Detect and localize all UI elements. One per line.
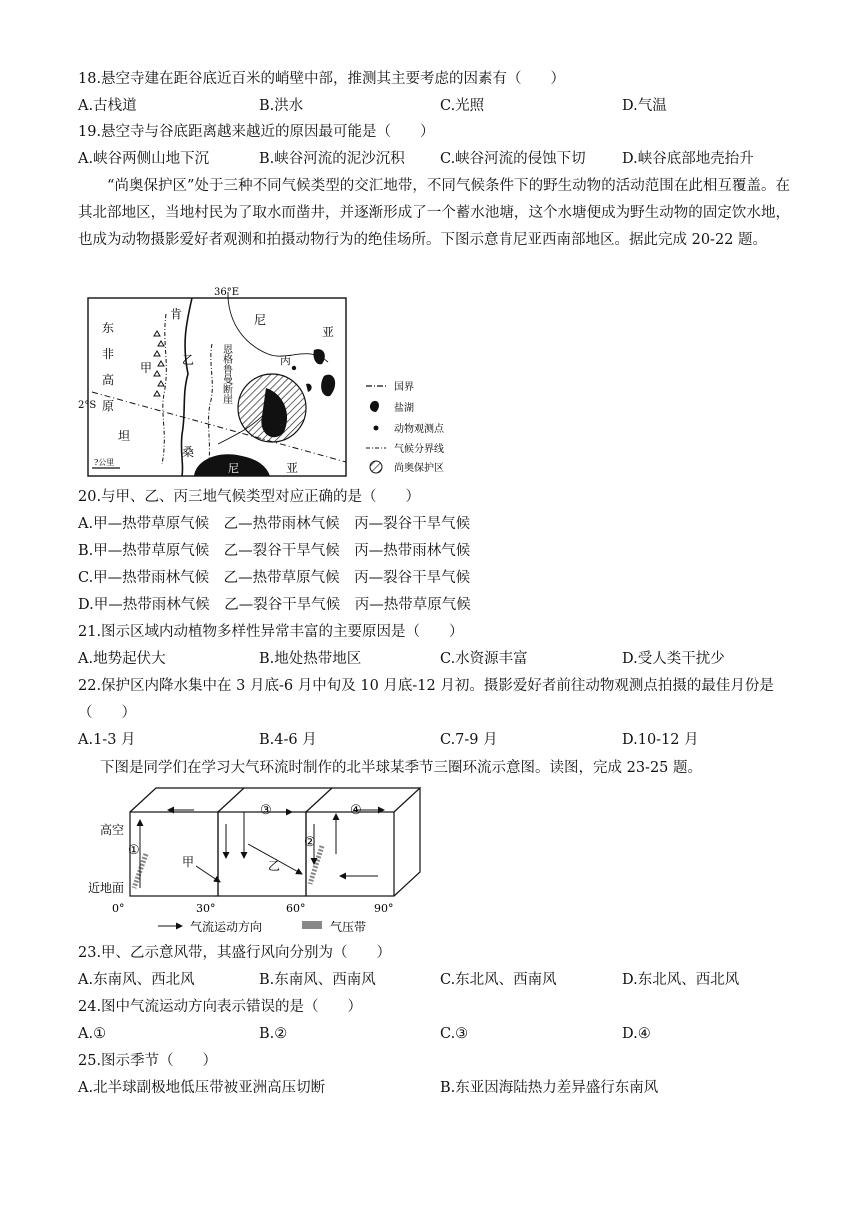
q20-option-c: C.甲—热带雨林气候 乙—热带草原气候 丙—裂谷干旱气候 xyxy=(78,570,471,586)
q24-option-d: D.④ xyxy=(622,1026,651,1042)
q20-option-a: A.甲—热带草原气候 乙—热带雨林气候 丙—裂谷干旱气候 xyxy=(78,516,471,532)
map-label-bing: 丙 xyxy=(280,354,291,367)
q19-option-c: C.峡谷河流的侵蚀下切 xyxy=(440,151,586,167)
q20-stem: 20.与甲、乙、丙三地气候类型对应正确的是（ ） xyxy=(78,489,421,505)
q21-option-b: B.地处热带地区 xyxy=(259,651,362,667)
q22-stem: 22.保护区内降水集中在 3 月底-6 月中旬及 10 月底-12 月初。摄影爱好者前往动物观测点拍摄的最佳月份是 xyxy=(78,678,774,694)
map-scale: ?公里 xyxy=(94,458,115,467)
map-label-sang: 桑 xyxy=(182,445,195,459)
q22-option-a: A.1-3 月 xyxy=(78,732,136,748)
q23-stem: 23.甲、乙示意风带，其盛行风向分别为（ ） xyxy=(78,945,392,961)
q21-stem: 21.图示区域内动植物多样性异常丰富的主要原因是（ ） xyxy=(78,624,464,640)
map-label-rift: 恩格鲁曼断崖 xyxy=(220,344,232,404)
legend-border: 国界 xyxy=(394,382,414,393)
legend-reserve: 尚奥保护区 xyxy=(394,463,444,474)
q25-option-a: A.北半球副极地低压带被亚洲高压切断 xyxy=(78,1080,326,1096)
map-label-dong: 东 xyxy=(102,321,115,335)
lon-label: 36°E xyxy=(214,287,240,298)
map-label-gao: 高 xyxy=(102,373,115,387)
q18-option-a: A.古栈道 xyxy=(78,98,137,114)
label-jia: 甲 xyxy=(182,855,195,869)
circulation-diagram xyxy=(78,784,438,934)
q19-option-a: A.峡谷两侧山地下沉 xyxy=(78,151,210,167)
q23-option-b: B.东南风、西南风 xyxy=(259,972,376,988)
legend-belt: 气压带 xyxy=(330,920,367,934)
map-label-ni2: 尼 xyxy=(228,462,239,475)
q23-option-c: C.东北风、西南风 xyxy=(440,972,557,988)
label-lat-0: 0° xyxy=(112,902,125,915)
lat-label: 2°S xyxy=(78,400,97,411)
passage-shangao: “尚奥保护区”处于三种不同气候类型的交汇地带，不同气候条件下的野生动物的活动范围在此相互覆盖。在其北部地区，当地村民为了取水而凿井，并逐渐形成了一个蓄水池塘，这个水塘便成为野生动物的固定饮水地，也成为动物摄影爱好者观测和拍摄动物行为的绝佳场所。下图示意肯尼亚西南部地区。据此完成 20-22 题。 xyxy=(78,178,790,248)
q22-stem-cont: （ ） xyxy=(78,705,136,721)
map-label-ni: 尼 xyxy=(254,313,267,327)
q22-option-b: B.4-6 月 xyxy=(259,732,317,748)
q20-option-d: D.甲—热带雨林气候 乙—裂谷干旱气候 丙—热带草原气候 xyxy=(78,597,471,613)
legend-observation: 动物观测点 xyxy=(394,424,444,435)
legend-salt-lake: 盐湖 xyxy=(394,403,414,414)
q23-option-a: A.东南风、西北风 xyxy=(78,972,195,988)
q18-option-c: C.光照 xyxy=(440,98,485,114)
q24-option-b: B.② xyxy=(259,1026,288,1042)
q23-options xyxy=(78,970,798,990)
map-label-ken: 肯 xyxy=(170,307,183,321)
map-label-yi: 乙 xyxy=(182,353,195,367)
q19-option-b: B.峡谷河流的泥沙沉积 xyxy=(259,151,405,167)
map-label-ya: 亚 xyxy=(322,325,335,339)
map-legend xyxy=(366,381,445,474)
label-yi: 乙 xyxy=(268,859,281,873)
q19-options xyxy=(78,149,798,169)
label-circle-2: ② xyxy=(304,835,316,850)
q25-options xyxy=(78,1078,798,1098)
passage-circulation: 下图是同学们在学习大气环流时制作的北半球某季节三圈环流示意图。读图，完成 23-25 题。 xyxy=(100,760,703,776)
label-lat-90: 90° xyxy=(374,902,394,915)
map-label-yuan: 原 xyxy=(102,399,115,413)
q21-options xyxy=(78,649,798,669)
q24-stem: 24.图中气流运动方向表示错误的是（ ） xyxy=(78,999,363,1015)
q22-option-c: C.7-9 月 xyxy=(440,732,498,748)
q20-option-b: B.甲—热带草原气候 乙—裂谷干旱气候 丙—热带雨林气候 xyxy=(78,543,471,559)
q23-option-d: D.东北风、西北风 xyxy=(622,972,740,988)
map-label-jia: 甲 xyxy=(140,361,153,375)
label-circle-3: ③ xyxy=(260,803,272,818)
q22-option-d: D.10-12 月 xyxy=(622,732,699,748)
q22-options xyxy=(78,730,798,750)
legend-flow: 气流运动方向 xyxy=(190,920,263,934)
q18-options xyxy=(78,96,798,116)
label-circle-4: ④ xyxy=(350,803,362,818)
label-circle-1: ① xyxy=(128,843,140,858)
label-lat-30: 30° xyxy=(196,902,216,915)
q25-stem: 25.图示季节（ ） xyxy=(78,1053,218,1069)
q21-option-d: D.受人类干扰少 xyxy=(622,651,725,667)
q24-option-a: A.① xyxy=(78,1026,107,1042)
q21-option-a: A.地势起伏大 xyxy=(78,651,166,667)
q24-options xyxy=(78,1024,798,1044)
label-lat-60: 60° xyxy=(286,902,306,915)
q25-option-b: B.东亚因海陆热力差异盛行东南风 xyxy=(440,1080,659,1096)
label-high-altitude: 高空 xyxy=(100,823,125,837)
q19-stem: 19.悬空寺与谷底距离越来越近的原因最可能是（ ） xyxy=(78,124,435,140)
q19-option-d: D.峡谷底部地壳抬升 xyxy=(622,151,754,167)
map-label-ya2: 亚 xyxy=(286,461,299,475)
q18-option-b: B.洪水 xyxy=(259,98,304,114)
map-label-tan: 坦 xyxy=(118,429,131,443)
map-label-fei: 非 xyxy=(102,347,115,361)
legend-climate-line: 气候分界线 xyxy=(394,444,444,455)
q24-option-c: C.③ xyxy=(440,1026,469,1042)
q21-option-c: C.水资源丰富 xyxy=(440,651,528,667)
kenya-map xyxy=(78,284,456,482)
q18-option-d: D.气温 xyxy=(622,98,667,114)
q18-stem: 18.悬空寺建在距谷底近百米的峭壁中部，推测其主要考虑的因素有（ ） xyxy=(78,71,566,87)
label-near-ground: 近地面 xyxy=(88,881,125,895)
